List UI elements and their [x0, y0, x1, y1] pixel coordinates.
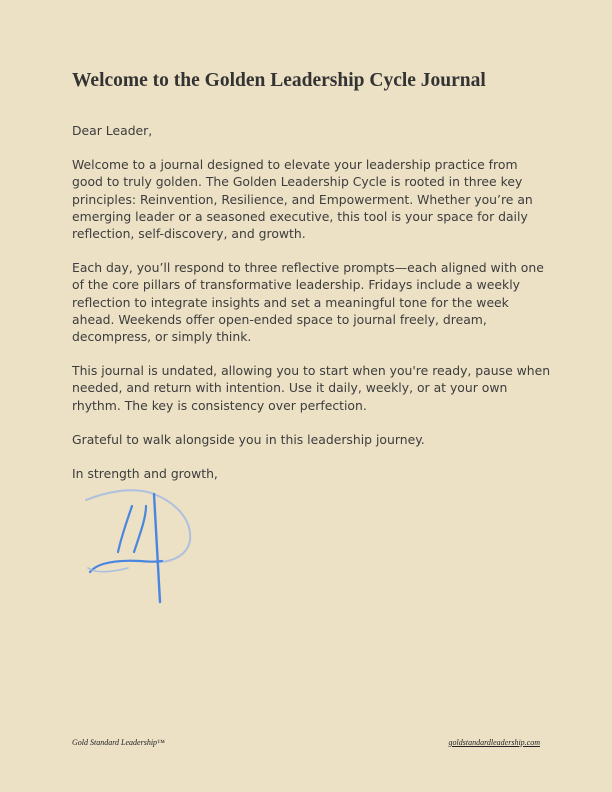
footer-website-link[interactable]: goldstandardleadership.com [448, 738, 540, 747]
paragraph-daily-prompts: Each day, you’ll respond to three reflective prompts—each aligned with one of the core pillars of transformative leadership. Fridays include a weekly reflection to integrate insights and set a meaningful tone for the week ahead. Weekends offer open-ended space to journal freely, dream, decompress, or simply think. [72, 260, 544, 345]
closing: In strength and growth, [72, 466, 218, 482]
signature-icon [84, 488, 196, 608]
footer-brand: Gold Standard Leadership™ [72, 738, 165, 747]
paragraph-intro: Welcome to a journal designed to elevate your leadership practice from good to truly golden. The Golden Leadership Cycle is rooted in three key principles: Reinvention, Resilience, and Empowerment. Whether you’re an emerging leader or a seasoned executive, this tool is your space for daily reflection, self-discovery, and growth. [72, 157, 533, 242]
letter-body [72, 122, 552, 499]
salutation: Dear Leader, [72, 123, 153, 138]
paragraph-gratitude: Grateful to walk alongside you in this leadership journey. [72, 431, 425, 447]
paragraph-undated: This journal is undated, allowing you to start when you're ready, pause when needed, and return with intention. Use it daily, weekly, or at your own rhythm. The key is consistency over perfection. [72, 363, 551, 413]
page-title: Welcome to the Golden Leadership Cycle Journal [72, 70, 486, 91]
